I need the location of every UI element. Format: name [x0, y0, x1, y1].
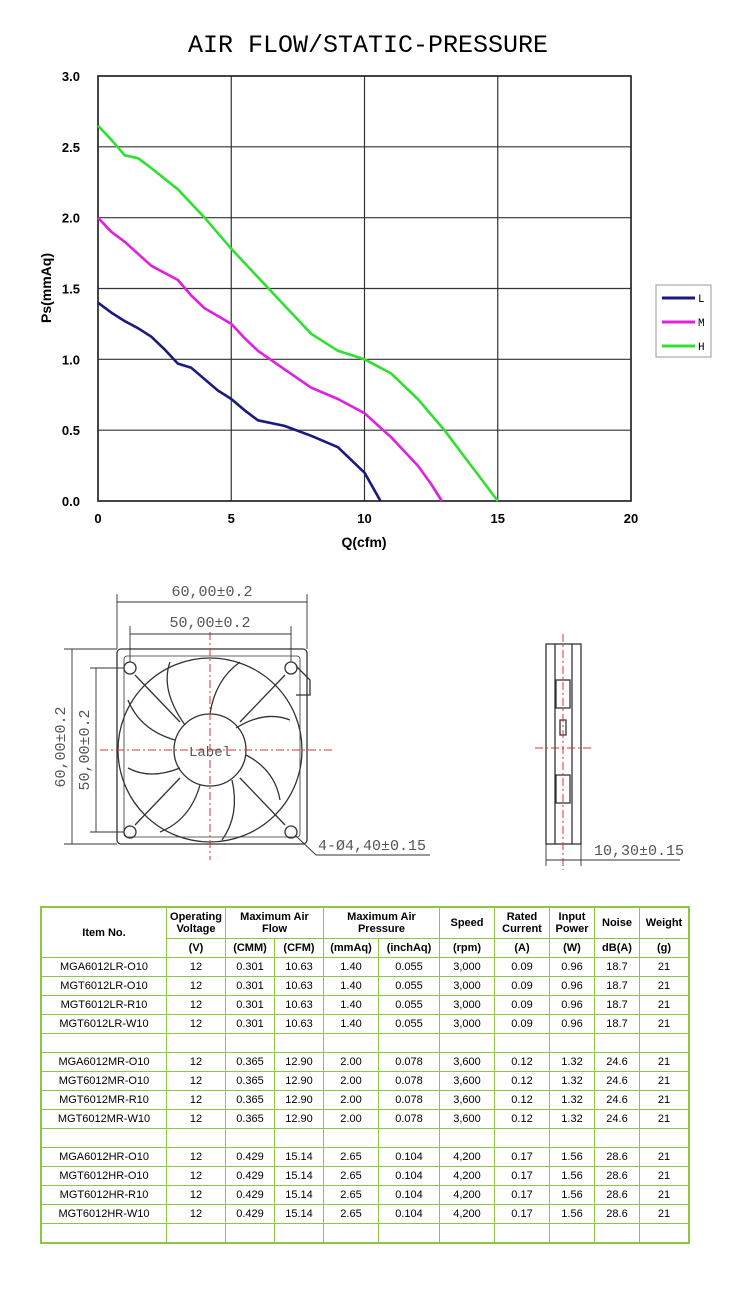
- table-cell: 12: [167, 1167, 226, 1186]
- table-cell: 1.32: [550, 1072, 595, 1091]
- col-item-no: Item No.: [41, 907, 167, 958]
- table-cell: 4,200: [440, 1167, 495, 1186]
- unit-gram: (g): [640, 939, 690, 958]
- table-cell: 0.09: [495, 977, 550, 996]
- table-cell: 21: [640, 1091, 690, 1110]
- table-cell: 12.90: [275, 1110, 324, 1129]
- table-cell: 2.65: [324, 1148, 379, 1167]
- table-cell: 1.56: [550, 1205, 595, 1224]
- table-cell: MGT6012MR-W10: [41, 1110, 167, 1129]
- table-cell: MGT6012LR-O10: [41, 977, 167, 996]
- table-cell: 18.7: [595, 1015, 640, 1034]
- table-cell: 0.078: [379, 1091, 440, 1110]
- chart-title: AIR FLOW/STATIC-PRESSURE: [187, 31, 549, 60]
- table-cell: 0.12: [495, 1091, 550, 1110]
- table-cell: 1.32: [550, 1110, 595, 1129]
- unit-cmm: (CMM): [226, 939, 275, 958]
- col-power: Input Power: [550, 907, 595, 939]
- table-cell: 0.17: [495, 1148, 550, 1167]
- table-cell: [275, 1034, 324, 1053]
- table-cell: [379, 1129, 440, 1148]
- table-cell: 2.00: [324, 1091, 379, 1110]
- table-cell: [440, 1224, 495, 1244]
- table-cell: [495, 1034, 550, 1053]
- legend-label-H: H: [698, 342, 705, 354]
- table-cell: 10.63: [275, 958, 324, 977]
- table-cell: 0.17: [495, 1186, 550, 1205]
- table-cell: [595, 1034, 640, 1053]
- table-cell: 12: [167, 977, 226, 996]
- table-cell: 0.055: [379, 1015, 440, 1034]
- table-cell: 21: [640, 1167, 690, 1186]
- dim-height-inner: 50,00±0.2: [77, 709, 94, 791]
- table-cell: 21: [640, 1205, 690, 1224]
- table-cell: 4,200: [440, 1148, 495, 1167]
- unit-voltage: (V): [167, 939, 226, 958]
- table-cell: [640, 1034, 690, 1053]
- dim-hole-note: 4-Ø4,40±0.15: [318, 838, 427, 855]
- chart-series: [98, 126, 498, 501]
- table-cell: [379, 1224, 440, 1244]
- y-axis-label: Ps(mmAq): [38, 252, 54, 324]
- table-row: [41, 996, 689, 1015]
- table-cell: [640, 1129, 690, 1148]
- table-cell: 21: [640, 1072, 690, 1091]
- table-row-spacer: [41, 1129, 689, 1148]
- table-cell: MGA6012LR-O10: [41, 958, 167, 977]
- dimension-drawing: [0, 570, 751, 890]
- table-cell: 4,200: [440, 1205, 495, 1224]
- table-cell: 0.17: [495, 1205, 550, 1224]
- table-cell: 0.301: [226, 1015, 275, 1034]
- table-cell: MGT6012HR-O10: [41, 1167, 167, 1186]
- table-cell: [167, 1224, 226, 1244]
- table-cell: 0.429: [226, 1148, 275, 1167]
- table-cell: 12: [167, 1186, 226, 1205]
- table-cell: 0.365: [226, 1053, 275, 1072]
- table-cell: 12: [167, 1205, 226, 1224]
- table-cell: [324, 1129, 379, 1148]
- table-cell: 0.104: [379, 1205, 440, 1224]
- table-cell: 15.14: [275, 1186, 324, 1205]
- unit-amp: (A): [495, 939, 550, 958]
- x-tick-label: 5: [227, 511, 235, 526]
- table-cell: 0.078: [379, 1072, 440, 1091]
- y-tick-label: 2.5: [61, 139, 80, 155]
- unit-mmaq: (mmAq): [324, 939, 379, 958]
- hub-label: Label: [188, 745, 232, 761]
- table-cell: 2.00: [324, 1110, 379, 1129]
- table-cell: [41, 1034, 167, 1053]
- table-cell: [275, 1224, 324, 1244]
- table-cell: [275, 1129, 324, 1148]
- table-cell: 0.96: [550, 1015, 595, 1034]
- table-cell: 2.65: [324, 1167, 379, 1186]
- table-cell: 3,600: [440, 1110, 495, 1129]
- table-cell: MGT6012LR-R10: [41, 996, 167, 1015]
- table-row: [41, 1072, 689, 1091]
- table-row: [41, 1148, 689, 1167]
- table-row: [41, 1110, 689, 1129]
- table-cell: 3,000: [440, 977, 495, 996]
- table-cell: [550, 1129, 595, 1148]
- y-tick-label: 0.5: [61, 423, 80, 439]
- dim-width-outer: 60,00±0.2: [171, 584, 253, 601]
- table-cell: 21: [640, 1110, 690, 1129]
- table-cell: 0.301: [226, 958, 275, 977]
- table-cell: [495, 1224, 550, 1244]
- table-row: [41, 1205, 689, 1224]
- y-tick-label: 0.0: [61, 494, 80, 509]
- table-cell: 1.32: [550, 1053, 595, 1072]
- y-tick-label: 3.0: [61, 69, 80, 84]
- table-cell: [226, 1034, 275, 1053]
- table-cell: 21: [640, 1148, 690, 1167]
- table-row: [41, 1167, 689, 1186]
- table-cell: 0.12: [495, 1110, 550, 1129]
- table-row-spacer: [41, 1034, 689, 1053]
- table-cell: 18.7: [595, 958, 640, 977]
- col-speed: Speed: [440, 907, 495, 939]
- mount-hole-br: [285, 826, 297, 838]
- x-tick-label: 20: [623, 511, 639, 526]
- table-cell: 0.055: [379, 977, 440, 996]
- unit-inchaq: (inchAq): [379, 939, 440, 958]
- table-cell: 24.6: [595, 1072, 640, 1091]
- table-cell: [595, 1129, 640, 1148]
- table-cell: 2.65: [324, 1205, 379, 1224]
- table-cell: 12: [167, 1053, 226, 1072]
- spec-table-container: [40, 906, 690, 1244]
- legend-label-L: L: [698, 294, 705, 306]
- y-tick-label: 2.0: [61, 210, 80, 226]
- table-cell: 21: [640, 1053, 690, 1072]
- table-cell: [226, 1224, 275, 1244]
- table-cell: [550, 1034, 595, 1053]
- table-cell: 0.104: [379, 1186, 440, 1205]
- table-cell: MGT6012HR-W10: [41, 1205, 167, 1224]
- legend-label-M: M: [698, 318, 705, 330]
- table-cell: 15.14: [275, 1148, 324, 1167]
- unit-cfm: (CFM): [275, 939, 324, 958]
- table-cell: 10.63: [275, 996, 324, 1015]
- table-cell: 21: [640, 1015, 690, 1034]
- table-cell: 0.055: [379, 996, 440, 1015]
- table-cell: 0.96: [550, 977, 595, 996]
- table-cell: 3,600: [440, 1053, 495, 1072]
- table-cell: [440, 1129, 495, 1148]
- table-cell: 12.90: [275, 1072, 324, 1091]
- table-cell: 3,000: [440, 958, 495, 977]
- table-cell: 12.90: [275, 1053, 324, 1072]
- table-row: [41, 977, 689, 996]
- table-cell: 21: [640, 977, 690, 996]
- col-weight: Weight: [640, 907, 690, 939]
- table-cell: 1.32: [550, 1091, 595, 1110]
- table-cell: 0.365: [226, 1110, 275, 1129]
- table-cell: 2.65: [324, 1186, 379, 1205]
- table-cell: 1.40: [324, 996, 379, 1015]
- table-cell: 28.6: [595, 1148, 640, 1167]
- dim-width-inner: 50,00±0.2: [169, 615, 251, 632]
- table-cell: [595, 1224, 640, 1244]
- table-cell: 0.301: [226, 996, 275, 1015]
- table-cell: 12: [167, 1148, 226, 1167]
- x-tick-label: 15: [490, 511, 505, 526]
- table-cell: 0.078: [379, 1053, 440, 1072]
- table-cell: 24.6: [595, 1053, 640, 1072]
- table-cell: 0.429: [226, 1186, 275, 1205]
- table-cell: [226, 1129, 275, 1148]
- table-cell: 0.078: [379, 1110, 440, 1129]
- unit-watt: (W): [550, 939, 595, 958]
- table-cell: 12: [167, 958, 226, 977]
- pressure-chart: [0, 0, 751, 560]
- table-cell: 28.6: [595, 1186, 640, 1205]
- table-cell: 0.17: [495, 1167, 550, 1186]
- table-cell: 1.40: [324, 958, 379, 977]
- table-cell: MGT6012MR-R10: [41, 1091, 167, 1110]
- table-cell: 0.12: [495, 1072, 550, 1091]
- x-tick-label: 10: [357, 511, 372, 526]
- chart-grid: [98, 76, 631, 501]
- unit-rpm: (rpm): [440, 939, 495, 958]
- table-cell: 3,600: [440, 1072, 495, 1091]
- table-row-spacer: [41, 1224, 689, 1244]
- table-cell: [324, 1224, 379, 1244]
- table-cell: [495, 1129, 550, 1148]
- table-cell: MGT6012MR-O10: [41, 1072, 167, 1091]
- table-cell: 24.6: [595, 1110, 640, 1129]
- chart-legend: [656, 285, 711, 357]
- table-cell: 3,000: [440, 996, 495, 1015]
- table-cell: 0.104: [379, 1167, 440, 1186]
- table-cell: 0.104: [379, 1148, 440, 1167]
- table-row: [41, 1015, 689, 1034]
- table-cell: [41, 1224, 167, 1244]
- mount-hole-bl: [124, 826, 136, 838]
- table-cell: 0.429: [226, 1167, 275, 1186]
- table-cell: 2.00: [324, 1072, 379, 1091]
- table-cell: 15.14: [275, 1167, 324, 1186]
- table-row: [41, 1091, 689, 1110]
- table-cell: 12: [167, 996, 226, 1015]
- table-cell: 0.12: [495, 1053, 550, 1072]
- table-cell: 18.7: [595, 996, 640, 1015]
- table-cell: 1.56: [550, 1186, 595, 1205]
- table-cell: [440, 1034, 495, 1053]
- table-cell: [550, 1224, 595, 1244]
- table-cell: 1.56: [550, 1148, 595, 1167]
- table-cell: [41, 1129, 167, 1148]
- table-cell: 0.429: [226, 1205, 275, 1224]
- table-cell: MGT6012HR-R10: [41, 1186, 167, 1205]
- mount-hole-tr: [285, 662, 297, 674]
- dim-thickness: 10,30±0.15: [594, 843, 685, 860]
- mount-hole-tl: [124, 662, 136, 674]
- table-cell: 12: [167, 1015, 226, 1034]
- table-cell: 1.40: [324, 1015, 379, 1034]
- spec-table: [40, 906, 690, 1244]
- table-cell: 0.96: [550, 996, 595, 1015]
- table-row: [41, 1186, 689, 1205]
- table-cell: 3,600: [440, 1091, 495, 1110]
- table-cell: 10.63: [275, 1015, 324, 1034]
- table-cell: 12: [167, 1110, 226, 1129]
- series-line-H: [98, 126, 498, 501]
- table-cell: [167, 1129, 226, 1148]
- y-tick-label: 1.0: [61, 352, 80, 368]
- table-cell: 28.6: [595, 1167, 640, 1186]
- col-voltage: Operating Voltage: [167, 907, 226, 939]
- table-cell: 24.6: [595, 1091, 640, 1110]
- table-row: [41, 1053, 689, 1072]
- table-cell: [640, 1224, 690, 1244]
- table-cell: 21: [640, 996, 690, 1015]
- table-cell: 21: [640, 1186, 690, 1205]
- fan-blade: [167, 662, 185, 725]
- x-axis-label: Q(cfm): [341, 534, 387, 550]
- table-row: [41, 958, 689, 977]
- table-cell: 3,000: [440, 1015, 495, 1034]
- table-cell: MGA6012HR-O10: [41, 1148, 167, 1167]
- table-cell: 0.365: [226, 1072, 275, 1091]
- col-airflow: Maximum Air Flow: [226, 907, 324, 939]
- unit-db: dB(A): [595, 939, 640, 958]
- table-cell: 12: [167, 1072, 226, 1091]
- table-cell: 28.6: [595, 1205, 640, 1224]
- table-cell: 18.7: [595, 977, 640, 996]
- table-cell: 21: [640, 958, 690, 977]
- y-tick-label: 1.5: [61, 281, 80, 297]
- table-cell: 0.365: [226, 1091, 275, 1110]
- table-cell: [167, 1034, 226, 1053]
- table-cell: 15.14: [275, 1205, 324, 1224]
- table-cell: 1.56: [550, 1167, 595, 1186]
- table-cell: MGA6012MR-O10: [41, 1053, 167, 1072]
- table-cell: 0.09: [495, 996, 550, 1015]
- x-tick-label: 0: [94, 511, 102, 526]
- col-noise: Noise: [595, 907, 640, 939]
- table-cell: [379, 1034, 440, 1053]
- table-cell: 12: [167, 1091, 226, 1110]
- col-current: Rated Current: [495, 907, 550, 939]
- table-cell: 0.09: [495, 1015, 550, 1034]
- table-cell: 0.96: [550, 958, 595, 977]
- dim-height-outer: 60,00±0.2: [53, 706, 70, 788]
- table-cell: MGT6012LR-W10: [41, 1015, 167, 1034]
- col-pressure: Maximum Air Pressure: [324, 907, 440, 939]
- table-cell: 4,200: [440, 1186, 495, 1205]
- table-cell: 0.055: [379, 958, 440, 977]
- table-cell: [324, 1034, 379, 1053]
- table-cell: 0.301: [226, 977, 275, 996]
- table-cell: 2.00: [324, 1053, 379, 1072]
- table-cell: 12.90: [275, 1091, 324, 1110]
- table-cell: 1.40: [324, 977, 379, 996]
- table-cell: 10.63: [275, 977, 324, 996]
- table-cell: 0.09: [495, 958, 550, 977]
